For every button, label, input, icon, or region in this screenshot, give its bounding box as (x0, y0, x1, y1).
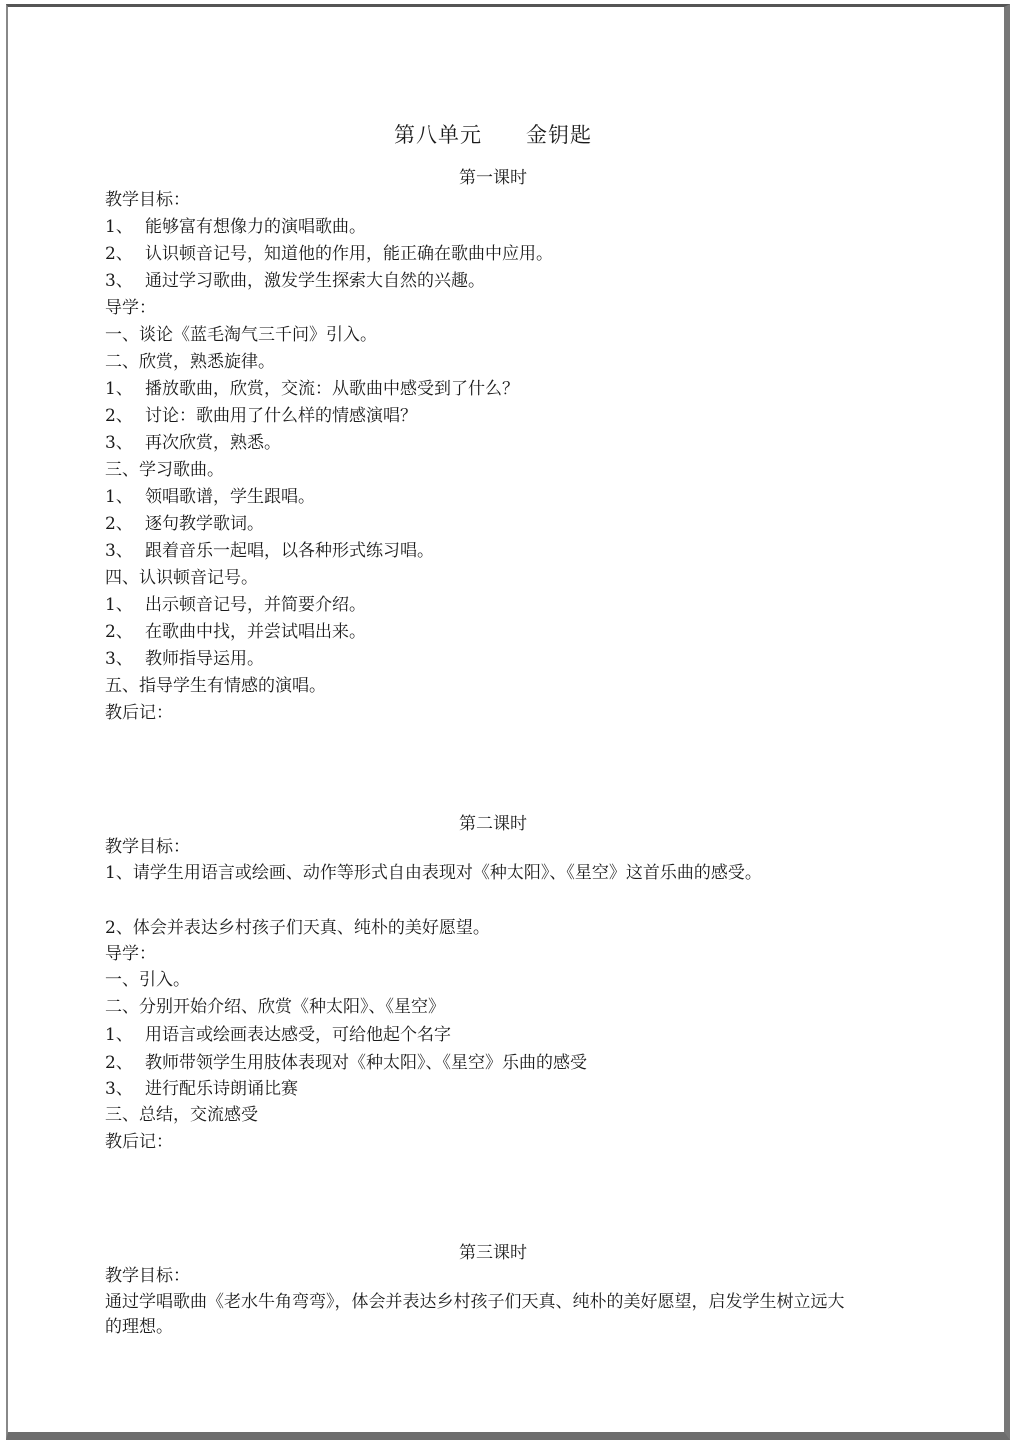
list-item: 3、 再次欣赏，熟悉。 (105, 433, 281, 453)
lesson1-goals-label: 教学目标： (105, 190, 190, 210)
section-heading: 一、谈论《蓝毛淘气三千问》引入。 (105, 325, 377, 345)
list-item: 2、 逐句教学歌词。 (105, 514, 264, 534)
section-heading: 二、欣赏，熟悉旋律。 (105, 352, 275, 372)
list-item: 1、 用语言或绘画表达感受，可给他起个名字 (105, 1025, 451, 1045)
list-item: 2、 教师带领学生用肢体表现对《种太阳》、《星空》乐曲的感受 (105, 1053, 587, 1073)
lesson3-goal-1: 通过学唱歌曲《老水牛角弯弯》，体会并表达乡村孩子们天真、纯朴的美好愿望，启发学生树立远大的理想。 (105, 1292, 845, 1337)
lesson1-notes-label: 教后记： (105, 703, 173, 723)
document-page (6, 4, 1010, 1440)
lesson2-goals-label: 教学目标： (105, 837, 190, 857)
list-item: 1、 领唱歌谱，学生跟唱。 (105, 487, 315, 507)
list-item: 1、 能够富有想像力的演唱歌曲。 (105, 217, 366, 237)
section-heading: 三、总结，交流感受 (105, 1105, 258, 1125)
lesson3-goals-label: 教学目标： (105, 1266, 190, 1286)
list-item: 2、 认识顿音记号，知道他的作用，能正确在歌曲中应用。 (105, 244, 553, 264)
section-heading: 一、引入。 (105, 970, 190, 990)
section-heading: 二、分别开始介绍、欣赏《种太阳》、《星空》 (105, 997, 445, 1017)
lesson2-heading: 第二课时 (459, 814, 527, 834)
list-item: 1、 播放歌曲，欣赏，交流：从歌曲中感受到了什么？ (105, 379, 519, 399)
list-item: 3、 跟着音乐一起唱，以各种形式练习唱。 (105, 541, 434, 561)
lesson2-notes-label: 教后记： (105, 1132, 173, 1152)
section-heading: 三、学习歌曲。 (105, 460, 224, 480)
list-item: 2、 讨论：歌曲用了什么样的情感演唱？ (105, 406, 417, 426)
list-item: 3、 教师指导运用。 (105, 649, 264, 669)
lesson1-guide-label: 导学： (105, 298, 156, 318)
lesson3-heading: 第三课时 (459, 1243, 527, 1263)
lesson2-goal-2: 2、体会并表达乡村孩子们天真、纯朴的美好愿望。 (105, 918, 490, 938)
lesson2-goal-1: 1、请学生用语言或绘画、动作等形式自由表现对《种太阳》、《星空》这首乐曲的感受。 (105, 863, 762, 883)
lesson1-heading: 第一课时 (459, 168, 527, 188)
unit-title: 第八单元 金钥匙 (394, 123, 592, 147)
list-item: 3、 通过学习歌曲，激发学生探索大自然的兴趣。 (105, 271, 485, 291)
list-item: 1、 出示顿音记号，并简要介绍。 (105, 595, 366, 615)
lesson2-guide-label: 导学： (105, 944, 156, 964)
list-item: 2、 在歌曲中找，并尝试唱出来。 (105, 622, 366, 642)
section-heading: 五、指导学生有情感的演唱。 (105, 676, 326, 696)
list-item: 3、 进行配乐诗朗诵比赛 (105, 1079, 298, 1099)
section-heading: 四、认识顿音记号。 (105, 568, 258, 588)
